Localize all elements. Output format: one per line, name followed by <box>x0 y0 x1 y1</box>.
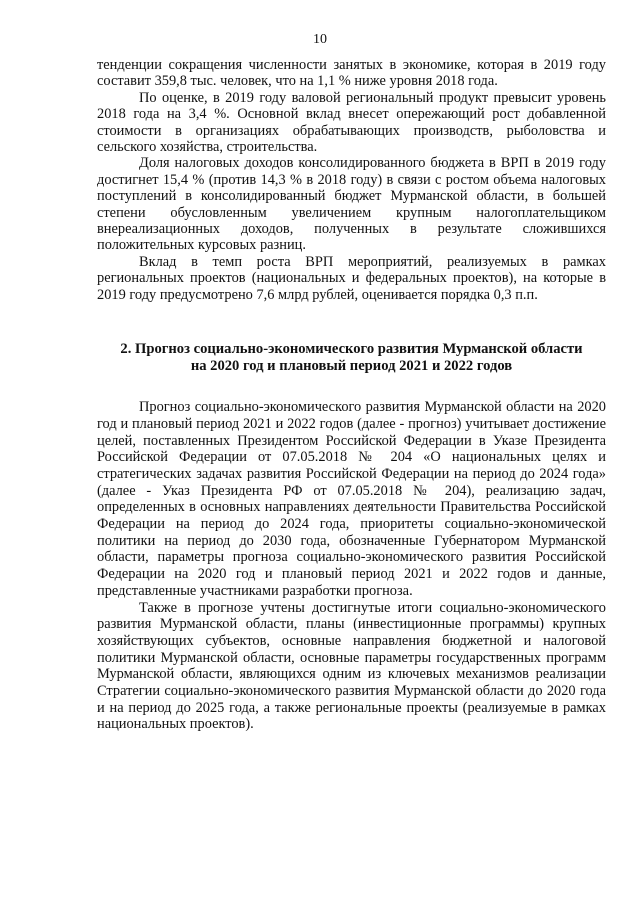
section-heading-line-1: 2. Прогноз социально-экономического развития Мурманской области <box>120 341 583 358</box>
paragraph-regional-projects-contribution: Вклад в темп роста ВРП мероприятий, реализуемых в рамках региональных проектов (национальных и федеральных проектов), на которые в 2019 году предусмотрено 7,6 млрд рублей, оценивается порядка 0,3 п.п. <box>97 253 606 303</box>
document-body <box>97 57 606 733</box>
section-forecast <box>97 399 606 733</box>
page-number: 10 <box>313 32 327 47</box>
section-economic-overview <box>97 57 606 303</box>
paragraph-forecast-considerations: Также в прогнозе учтены достигнутые итоги социально-экономического развития Мурманской области, планы (инвестиционные программы) крупных хозяйствующих субъектов, основные направления бюджетной и налоговой политики Мурманской области, основные параметры государственных программ Мурманской области, являющихся одним из ключевых механизмов реализации Стратегии социально-экономического развития Мурманской области до 2020 года и на период до 2025 года, а также региональные проекты (реализуемые в рамках национальных проектов). <box>97 599 606 733</box>
paragraph-tax-revenue-share: Доля налоговых доходов консолидированного бюджета в ВРП в 2019 году достигнет 15,4 % (против 14,3 % в 2018 году) в связи с ростом объема налоговых поступлений в консолидированный бюджет Мурманской области, в большей степени обусловленным увеличением крупным налогоплательщиком внереализационных доходов, полученных в результате сложившихся положительных курсовых разниц. <box>97 155 606 254</box>
section-heading <box>97 341 606 375</box>
paragraph-employment-trend: тенденции сокращения численности занятых в экономике, которая в 2019 году составит 359,8 тыс. человек, что на 1,1 % ниже уровня 2018 года. <box>97 57 606 90</box>
paragraph-grp-estimate: По оценке, в 2019 году валовой региональный продукт превысит уровень 2018 года на 3,4 %. Основной вклад внесет опережающий рост добавленной стоимости в организациях обрабатывающих производств, рыболовства и сельского хозяйства, строительства. <box>97 89 606 156</box>
paragraph-forecast-basis: Прогноз социально-экономического развития Мурманской области на 2020 год и плановый период 2021 и 2022 годов (далее - прогноз) учитывает достижение целей, поставленных Президентом Российской Федерации в Указе Президента Российской Федерации от 07.05.2018 № 204 «О национальных целях и стратегических задачах развития Российской Федерации на период до 2024 года» (далее - Указ Президента РФ от 07.05.2018 № 204), реализацию задач, определенных в основных направлениях деятельности Правительства Российской Федерации на период до 2024 года, приоритеты социально-экономической политики на период до 2030 года, обозначенные Губернатором Мурманской области, параметры прогноза социально-экономического развития Российской Федерации на 2020 год и плановый период 2021 и 2022 годов и данные, представленные участниками разработки прогноза. <box>97 399 606 599</box>
section-heading-line-2: на 2020 год и плановый период 2021 и 2022 годов <box>190 358 513 375</box>
